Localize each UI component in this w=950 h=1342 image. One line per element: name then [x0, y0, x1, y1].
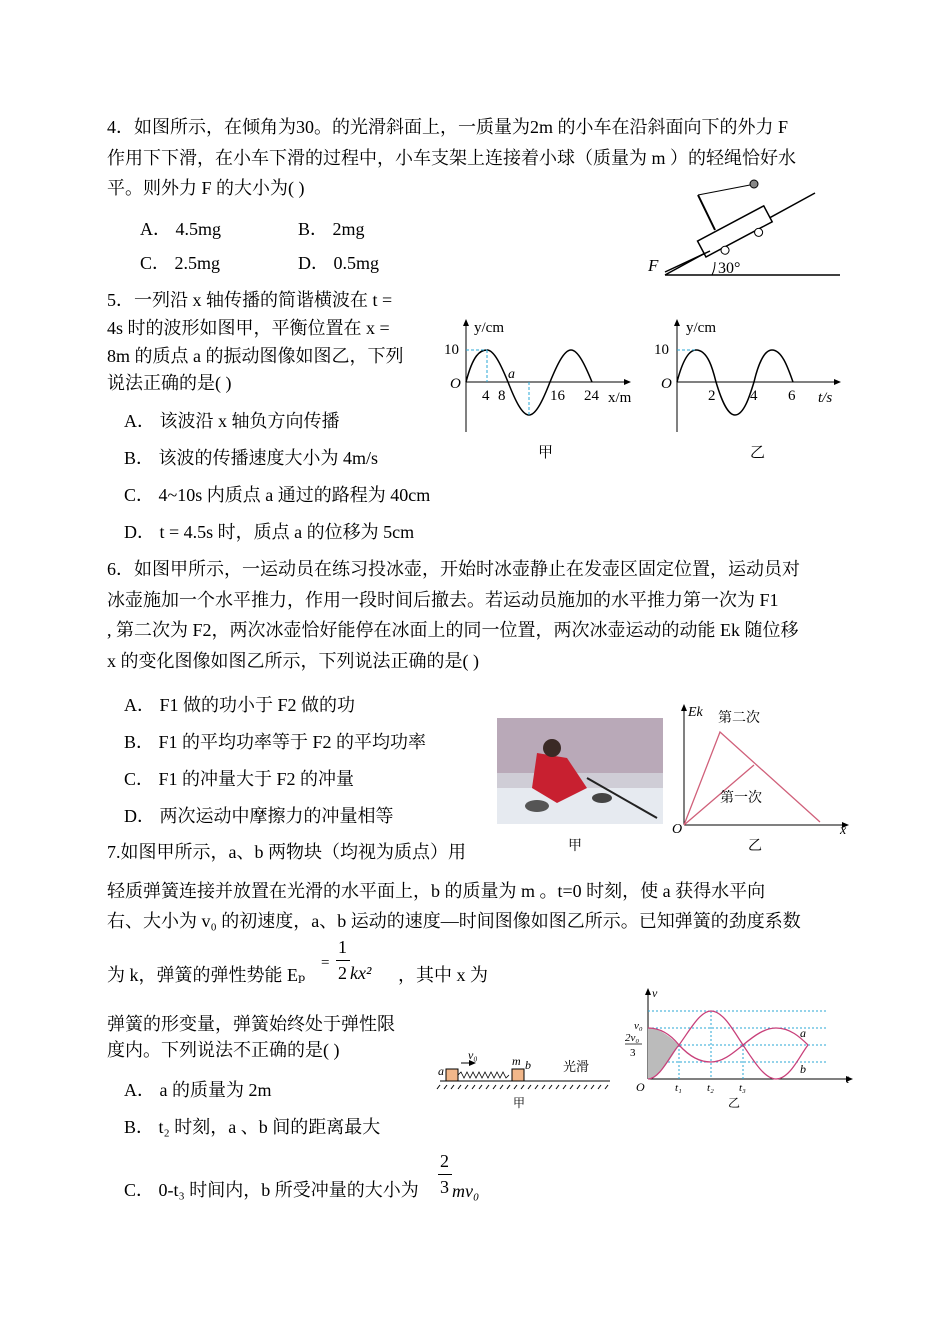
x-axis-label: t/s [818, 390, 833, 406]
q6-option-d: D． 两次运动中摩擦力的冲量相等 [124, 806, 394, 826]
q7-line: 7.如图甲所示，a、b 两物块（均视为质点）用 [107, 842, 466, 862]
formula-numerator: 2 [440, 1151, 449, 1171]
q5-option-c: C． 4~10s 内质点 a 通过的路程为 40cm [124, 485, 431, 505]
v0-label: v₀ [468, 1048, 478, 1062]
y-tick: 10 [444, 342, 459, 358]
fraction-bar [438, 1174, 452, 1175]
q4-line: 作用下下滑，在小车下滑的过程中，小车支架上连接着小球（质量为 m ）的轻绳恰好水 [107, 148, 796, 168]
q7-line: 轻质弹簧连接并放置在光滑的水平面上，b 的质量为 m 。t=0 时刻，使 a 获得水平向 [107, 881, 766, 901]
curve-a-label: a [800, 1026, 806, 1040]
q4-incline-figure [640, 175, 860, 285]
figure-caption: 甲 [568, 839, 582, 854]
x-tick: 4 [482, 388, 490, 404]
q7-velocity-graph [620, 985, 860, 1115]
block-a-label: a [438, 1064, 444, 1078]
formula-denominator: 2 [338, 963, 347, 983]
denominator-three: 3 [630, 1047, 636, 1059]
origin-label: O [672, 822, 683, 837]
curve-b-label: b [800, 1062, 806, 1076]
q4-line: 4．如图所示，在倾角为30。的光滑斜面上，一质量为2m 的小车在沿斜面向下的外力 F [107, 117, 789, 137]
x-tick: 6 [788, 388, 796, 404]
x-tick: 4 [750, 388, 758, 404]
formula-rest: mv₀ [452, 1181, 480, 1201]
t3-tick: t₃ [739, 1082, 746, 1094]
q6-line: x 的变化图像如图乙所示，下列说法正确的是( ) [107, 651, 479, 671]
figure-caption: 甲 [538, 445, 554, 461]
origin-label: O [636, 1080, 645, 1094]
smooth-label: 光滑 [563, 1059, 590, 1074]
t2-tick: t₂ [707, 1082, 714, 1094]
x-tick: 8 [498, 388, 506, 404]
q6-energy-graph [668, 700, 853, 860]
q7-line: 右、大小为 v₀ 的初速度，a、b 运动的速度—时间图像如图乙所示。已知弹簧的劲度系数 [107, 911, 801, 931]
v-axis-label: v [652, 986, 658, 1000]
q7-spring-figure [435, 1045, 615, 1115]
q7-line: 为 k，弹簧的弹性势能 Eₚ [107, 965, 306, 985]
mass-label: m [512, 1054, 521, 1068]
q6-line: 6．如图甲所示，一运动员在练习投冰壶，开始时冰壶静止在发壶区固定位置，运动员对 [107, 559, 800, 579]
two-thirds-v0-tick: 2v₀ [625, 1032, 640, 1044]
q5-vibration-graph-yi [650, 310, 850, 470]
origin-label: O [661, 376, 672, 392]
block-b-label: b [525, 1058, 531, 1072]
x-tick: 16 [550, 388, 565, 404]
t1-tick: t₁ [675, 1082, 682, 1094]
q5-line: 说法正确的是( ) [107, 373, 232, 393]
formula-equals: = [321, 955, 330, 971]
angle-label: 30° [718, 260, 741, 277]
fraction-bar [336, 960, 350, 961]
q4-option-a: A． 4.5mg [140, 219, 221, 239]
q5-option-b: B． 该波的传播速度大小为 4m/s [124, 448, 379, 468]
q4-line: 平。则外力 F 的大小为( ) [107, 178, 305, 198]
figure-caption: 甲 [513, 1096, 526, 1110]
q7-option-a: A． a 的质量为 2m [124, 1080, 272, 1100]
figure-caption: 乙 [728, 1096, 741, 1110]
formula-denominator: 3 [440, 1177, 449, 1197]
q4-option-c: C． 2.5mg [140, 253, 221, 273]
first-curve-label: 第一次 [720, 791, 762, 806]
q4-option-b: B． 2mg [298, 219, 365, 239]
q7-option-c: C． 0-t₃ 时间内，b 所受冲量的大小为 [124, 1180, 419, 1200]
force-label: F [648, 256, 659, 275]
figure-caption: 乙 [748, 839, 762, 854]
q5-option-d: D． t = 4.5s 时，质点 a 的位移为 5cm [124, 522, 415, 542]
q5-line: 4s 时的波形如图甲，平衡位置在 x = [107, 318, 390, 338]
x-tick: 2 [708, 388, 716, 404]
y-axis-label: y/cm [474, 320, 504, 336]
t-axis-label: t [846, 1072, 850, 1086]
x-axis-label: x/m [608, 390, 632, 406]
q5-option-a: A． 该波沿 x 轴负方向传播 [124, 411, 340, 431]
y-axis-label: y/cm [686, 320, 716, 336]
origin-label: O [450, 376, 461, 392]
q7-option-b: B． t₂ 时刻，a 、b 间的距离最大 [124, 1117, 381, 1137]
second-curve-label: 第二次 [718, 711, 760, 726]
q6-option-a: A． F1 做的功小于 F2 做的功 [124, 695, 356, 715]
point-a-label: a [508, 367, 515, 382]
figure-caption: 乙 [750, 445, 766, 461]
x-tick: 24 [584, 388, 599, 404]
q5-line: 5．一列沿 x 轴传播的简谐横波在 t = [107, 290, 393, 310]
q7-line: 度内。下列说法不正确的是( ) [107, 1040, 340, 1060]
q6-line: , 第二次为 F2，两次冰壶恰好能停在冰面上的同一位置，两次冰壶运动的动能 Ek 随位移 [107, 620, 799, 640]
q4-option-d: D． 0.5mg [298, 253, 379, 273]
y-tick: 10 [654, 342, 669, 358]
formula-numerator: 1 [338, 937, 347, 957]
q7-line: 弹簧的形变量，弹簧始终处于弹性限 [107, 1014, 395, 1034]
formula-rest: kx² [350, 963, 372, 983]
v0-tick: v₀ [634, 1020, 643, 1032]
q7-line: ，其中 x 为 [398, 965, 488, 985]
q6-option-c: C． F1 的冲量大于 F2 的冲量 [124, 769, 355, 789]
q6-option-b: B． F1 的平均功率等于 F2 的平均功率 [124, 732, 427, 752]
q5-wave-graph-jia [440, 310, 640, 470]
x-axis-label: x [840, 823, 847, 838]
y-axis-label: Ek [688, 705, 703, 720]
curling-photo [497, 718, 663, 824]
q6-line: 冰壶施加一个水平推力，作用一段时间后撤去。若运动员施加的水平推力第一次为 F1 [107, 590, 779, 610]
q5-line: 8m 的质点 a 的振动图像如图乙，下列 [107, 346, 404, 366]
